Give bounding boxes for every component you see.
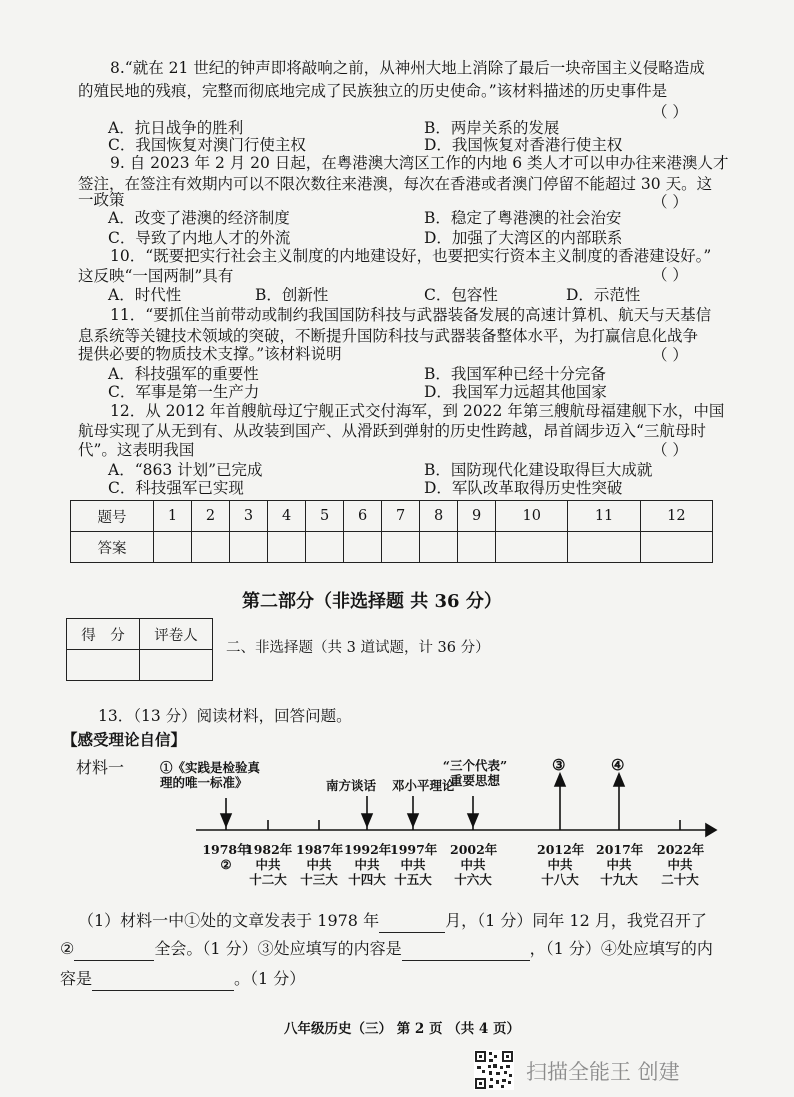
q9-option-c: C．导致了内地人才的外流 <box>108 229 291 247</box>
qr-code-icon <box>474 1050 514 1090</box>
answer-label: 答案 <box>71 532 154 563</box>
event-label-blank-4: ④ <box>611 756 625 774</box>
tick-label-1992: 1992年 中共 十四大 <box>344 842 392 887</box>
q9-answer-paren: （ ） <box>652 193 688 211</box>
question-number-cell: 2 <box>192 501 230 532</box>
event-arrowhead-1 <box>221 814 231 826</box>
q13-sub1-text-e: ，（1 分）④处应填写的内 <box>529 939 713 958</box>
event-label-south-talk: 南方谈话 <box>326 778 377 793</box>
blank-item-4[interactable] <box>92 968 234 991</box>
q10-option-c: C．包容性 <box>424 286 498 304</box>
q13-sub1-text-g: 。（1 分） <box>234 969 306 988</box>
tick-label-1987: 1987年 中共 十三大 <box>296 842 344 887</box>
q12-option-c: C．科技强军已实现 <box>108 479 244 497</box>
q12-stem-line1: 12．从 2012 年首艘航母辽宁舰正式交付海军，到 2022 年第三艘航母福建舰下水，中国 <box>110 402 725 420</box>
q11-stem-line2: 息系统等关键技术领域的突破，不断提升国防科技与武器装备整体水平，为打赢信息化战争 <box>78 327 699 345</box>
q8-stem-line2: 的殖民地的残痕，完整而彻底地完成了民族独立的历史使命。”该材料描述的历史事件是 <box>78 82 668 100</box>
question-number-cell: 10 <box>496 501 568 532</box>
event-arrowhead-3 <box>408 814 418 826</box>
q10-answer-paren: （ ） <box>652 266 688 284</box>
q10-option-a: A．时代性 <box>108 286 182 304</box>
q13-sub1-text-c: ② <box>60 939 75 958</box>
tick-label-1997: 1997年 中共 十五大 <box>390 842 438 887</box>
q13-sub1-text-d: 全会。（1 分）③处应填写的内容是 <box>154 939 402 958</box>
q13-sub1-text-f: 容是 <box>60 969 93 988</box>
event-arrowhead-4 <box>468 814 478 826</box>
q10-stem-line1: 10．“既要把实行社会主义制度的内地建设好，也要把实行资本主义制度的香港建设好。” <box>110 247 712 265</box>
q9-option-d: D．加强了大湾区的内部联系 <box>424 229 623 247</box>
event-label-three-represents: “三个代表” 重要思想 <box>442 758 508 788</box>
blank-month[interactable] <box>379 910 445 933</box>
q8-answer-paren: （ ） <box>652 103 688 121</box>
question-number-cell: 4 <box>268 501 306 532</box>
tick-label-1978: 1978年 ② <box>202 842 250 872</box>
question-number-cell: 7 <box>382 501 420 532</box>
q10-option-d: D．示范性 <box>566 286 641 304</box>
section-heading: 二、非选择题（共 3 道试题，计 36 分） <box>226 640 490 656</box>
q11-stem-line3: 提供必要的物质技术支撑。”该材料说明 <box>78 345 342 363</box>
material-label: 材料一 <box>76 758 125 777</box>
q12-stem-line2: 航母实现了从无到有、从改装到国产、从滑跃到弹射的历史性跨越，昂首阔步迈入“三航母时 <box>78 422 706 440</box>
q12-option-a: A．“863 计划”已完成 <box>108 461 263 479</box>
q8-option-c: C．我国恢复对澳门行使主权 <box>108 136 306 154</box>
event-arrowhead-2 <box>362 814 372 826</box>
q9-stem-line3: 一政策 <box>78 191 125 209</box>
tick-label-2022: 2022年 中共 二十大 <box>657 842 705 887</box>
q11-option-b: B．我国军种已经十分完备 <box>424 365 606 383</box>
event-label-deng-theory: 邓小平理论 <box>392 778 455 793</box>
q8-option-d: D．我国恢复对香港行使主权 <box>424 136 623 154</box>
timeline-arrowhead <box>706 824 716 836</box>
q11-answer-paren: （ ） <box>652 346 688 364</box>
q13-intro: 13．（13 分）阅读材料，回答问题。 <box>98 707 352 725</box>
q9-option-b: B．稳定了粤港澳的社会治安 <box>424 209 622 227</box>
q12-option-b: B．国防现代化建设取得巨大成就 <box>424 461 653 479</box>
q13-sub1-line3 <box>60 968 305 991</box>
q10-option-b: B．创新性 <box>255 286 329 304</box>
question-number-label: 题号 <box>71 501 154 532</box>
page-footer: 八年级历史（三） 第 2 页 （共 4 页） <box>284 1021 520 1037</box>
q11-option-a: A．科技强军的重要性 <box>108 365 259 383</box>
q13-sub1-line1 <box>78 910 707 933</box>
q13-sub1-line2 <box>60 938 713 961</box>
score-label: 得 分 <box>67 619 140 650</box>
q9-option-a: A．改变了港澳的经济制度 <box>108 209 290 227</box>
question-number-cell: 12 <box>640 501 712 532</box>
event-label-blank-3: ③ <box>552 756 566 774</box>
event-arrowhead-6 <box>614 774 624 786</box>
blank-plenary[interactable] <box>74 938 154 961</box>
q13-theme: 【感受理论自信】 <box>62 730 187 749</box>
tick-label-2017: 2017年 中共 十九大 <box>596 842 644 887</box>
q13-sub1-text-b: 月，（1 分）同年 12 月，我党召开了 <box>445 911 707 930</box>
question-number-cell: 6 <box>344 501 382 532</box>
q12-option-d: D．军队改革取得历史性突破 <box>424 479 623 497</box>
question-number-cell: 11 <box>568 501 640 532</box>
tick-label-1982: 1982年 中共 十二大 <box>245 842 293 887</box>
grader-label: 评卷人 <box>140 619 213 650</box>
blank-item-3[interactable] <box>402 938 530 961</box>
question-number-cell: 8 <box>420 501 458 532</box>
part2-title: 第二部分（非选择题 共 36 分） <box>242 591 502 612</box>
q8-stem-line1: 8.“就在 21 世纪的钟声即将敲响之前，从神州大地上消除了最后一块帝国主义侵略造成 <box>110 59 705 77</box>
question-number-cell: 5 <box>306 501 344 532</box>
q11-option-d: D．我国军力远超其他国家 <box>424 383 607 401</box>
q13-sub1-text-a: （1）材料一中①处的文章发表于 1978 年 <box>78 911 380 930</box>
q9-stem-line1: 9. 自 2023 年 2 月 20 日起，在粤港澳大湾区工作的内地 6 类人才可以申办往来港澳人才 <box>110 154 729 172</box>
q10-stem-line2: 这反映“一国两制”具有 <box>78 267 234 285</box>
question-number-cell: 3 <box>230 501 268 532</box>
q8-option-a: A．抗日战争的胜利 <box>108 119 244 137</box>
q12-stem-line3: 代”。这表明我国 <box>78 441 195 459</box>
q11-option-c: C．军事是第一生产力 <box>108 383 260 401</box>
q9-stem-line2: 签注，在签注有效期内可以不限次数往来港澳，每次在香港或者澳门停留不能超过 30 天。这 <box>78 175 713 193</box>
q8-option-b: B．两岸关系的发展 <box>424 119 560 137</box>
q11-stem-line1: 11．“要抓住当前带动或制约我国国防科技与武器装备发展的高速计算机、航天与天基信 <box>110 306 712 324</box>
question-number-cell: 9 <box>458 501 496 532</box>
question-number-cell: 1 <box>154 501 192 532</box>
scanner-watermark: 扫描全能王 创建 <box>526 1060 680 1084</box>
event-arrowhead-5 <box>555 774 565 786</box>
event-label-practice-article: ①《实践是检验真 理的唯一标准》 <box>160 760 261 790</box>
q12-answer-paren: （ ） <box>652 441 688 459</box>
tick-label-2002: 2002年 中共 十六大 <box>450 842 498 887</box>
tick-label-2012: 2012年 中共 十八大 <box>537 842 585 887</box>
